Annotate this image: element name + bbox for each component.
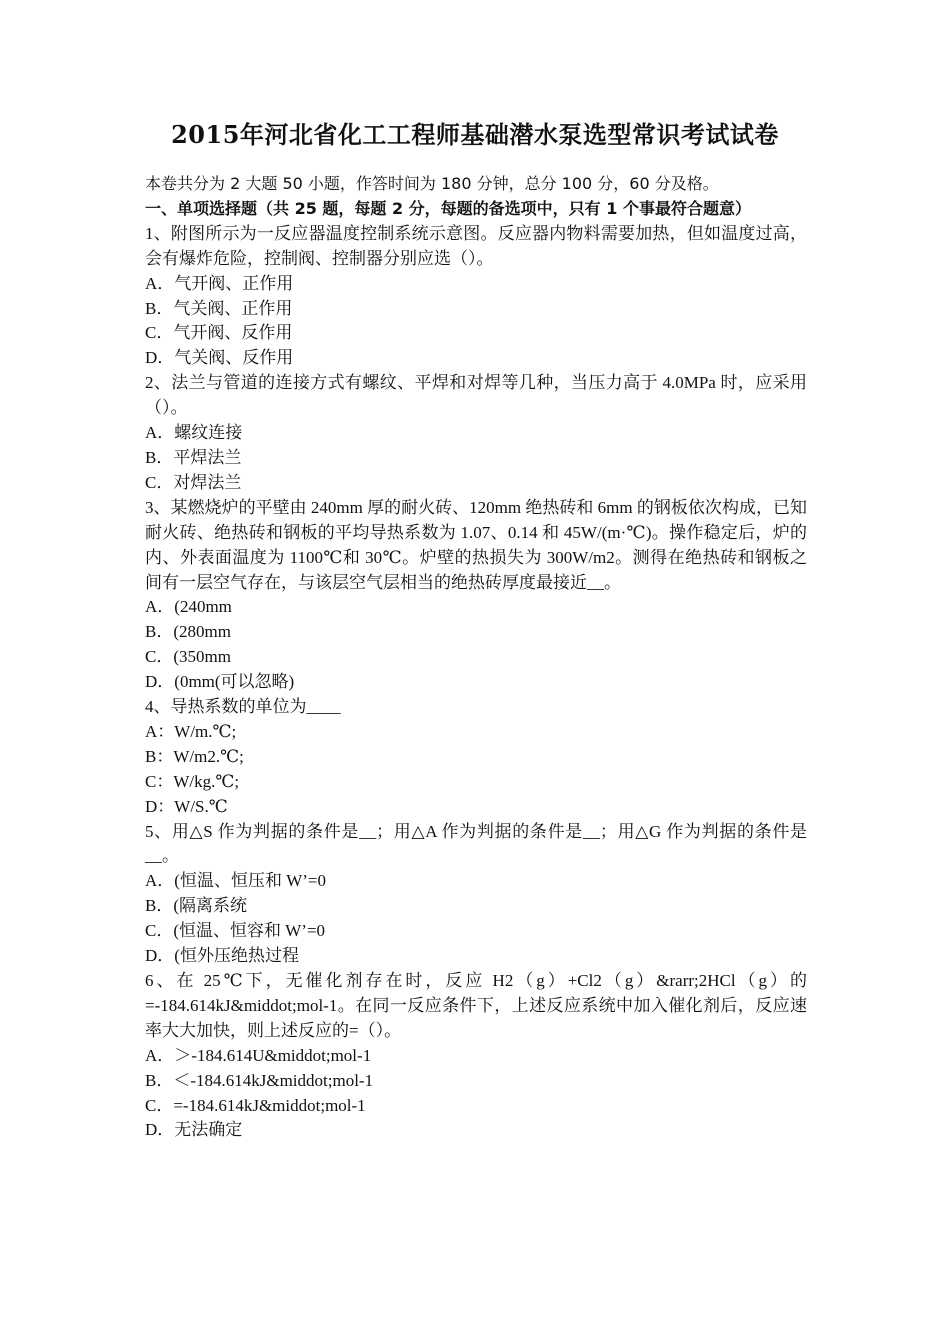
question-5 [145,820,807,969]
question-stem: 3、某燃烧炉的平壁由 240mm 厚的耐火砖、120mm 绝热砖和 6mm 的钢板依次构成，已知耐火砖、绝热砖和钢板的平均导热系数为 1.07、0.14 和 45W/(m·℃)。操作稳定后，炉的内、外表面温度为 1100℃和 30℃。炉壁的热损失为 300W/m2。测得在绝热砖和钢板之间有一层空气存在，与该层空气层相当的绝热砖厚度最接近__。 [145,497,807,592]
exam-intro: 本卷共分为 2 大题 50 小题，作答时间为 180 分钟，总分 100 分，60 分及格。 [145,174,719,193]
option-b: B．平焊法兰 [145,447,242,467]
option-c: C：W/kg.℃; [145,771,240,791]
question-stem: 5、用△S 作为判据的条件是__；用△A 作为判据的条件是__；用△G 作为判据的条件是__。 [145,821,807,866]
question-2 [145,371,807,496]
option-b: B．＜-184.614kJ&middot;mol-1 [145,1070,374,1090]
question-stem: 1、附图所示为一反应器温度控制系统示意图。反应器内物料需要加热，但如温度过高，会有爆炸危险，控制阀、控制器分别应选（）。 [145,223,807,268]
section-heading: 一、单项选择题（共 25 题，每题 2 分，每题的备选项中，只有 1 个事最符合题意） [145,198,751,218]
option-a: A．＞-184.614U&middot;mol-1 [145,1045,372,1065]
option-a: A．(240mm [145,597,232,617]
document-title: 2015年河北省化工工程师基础潜水泵选型常识考试试卷 [171,120,779,149]
option-b: B．气关阀、正作用 [145,298,293,318]
option-c: C．(350mm [145,647,231,667]
option-c: C．=-184.614kJ&middot;mol-1 [145,1095,366,1115]
option-b: B：W/m2.℃; [145,746,244,766]
option-a: A：W/m.℃; [145,721,237,741]
option-b: B．(隔离系统 [145,896,247,916]
question-stem: 6、在 25℃下，无催化剂存在时，反应 H2（g）+Cl2（g）&rarr;2HCl（g）的=-184.614kJ&middot;mol-1。在同一反应条件下，上述反应系统中加入催化剂后，反应速率大大加快，则上述反应的=（）。 [145,971,807,1040]
question-stem: 2、法兰与管道的连接方式有螺纹、平焊和对焊等几种，当压力高于 4.0MPa 时，应采用（）。 [145,373,807,418]
question-stem: 4、导热系数的单位为____ [145,697,341,717]
option-d: D．(恒外压绝热过程 [145,946,299,966]
document-body [145,172,807,1143]
option-a: A．(恒温、恒压和 W’=0 [145,871,326,891]
question-3 [145,496,807,695]
question-6 [145,969,807,1143]
option-c: C．(恒温、恒容和 W’=0 [145,921,326,941]
question-1 [145,222,807,371]
option-d: D．气关阀、反作用 [145,348,294,368]
option-a: A．气开阀、正作用 [145,273,294,293]
option-b: B．(280mm [145,622,231,642]
option-a: A．螺纹连接 [145,423,243,443]
option-c: C．气开阀、反作用 [145,323,293,343]
option-d: D．(0mm(可以忽略) [145,672,295,692]
option-d: D．无法确定 [145,1120,243,1140]
option-d: D：W/S.℃ [145,796,228,816]
question-4 [145,695,807,820]
option-c: C．对焊法兰 [145,472,242,492]
